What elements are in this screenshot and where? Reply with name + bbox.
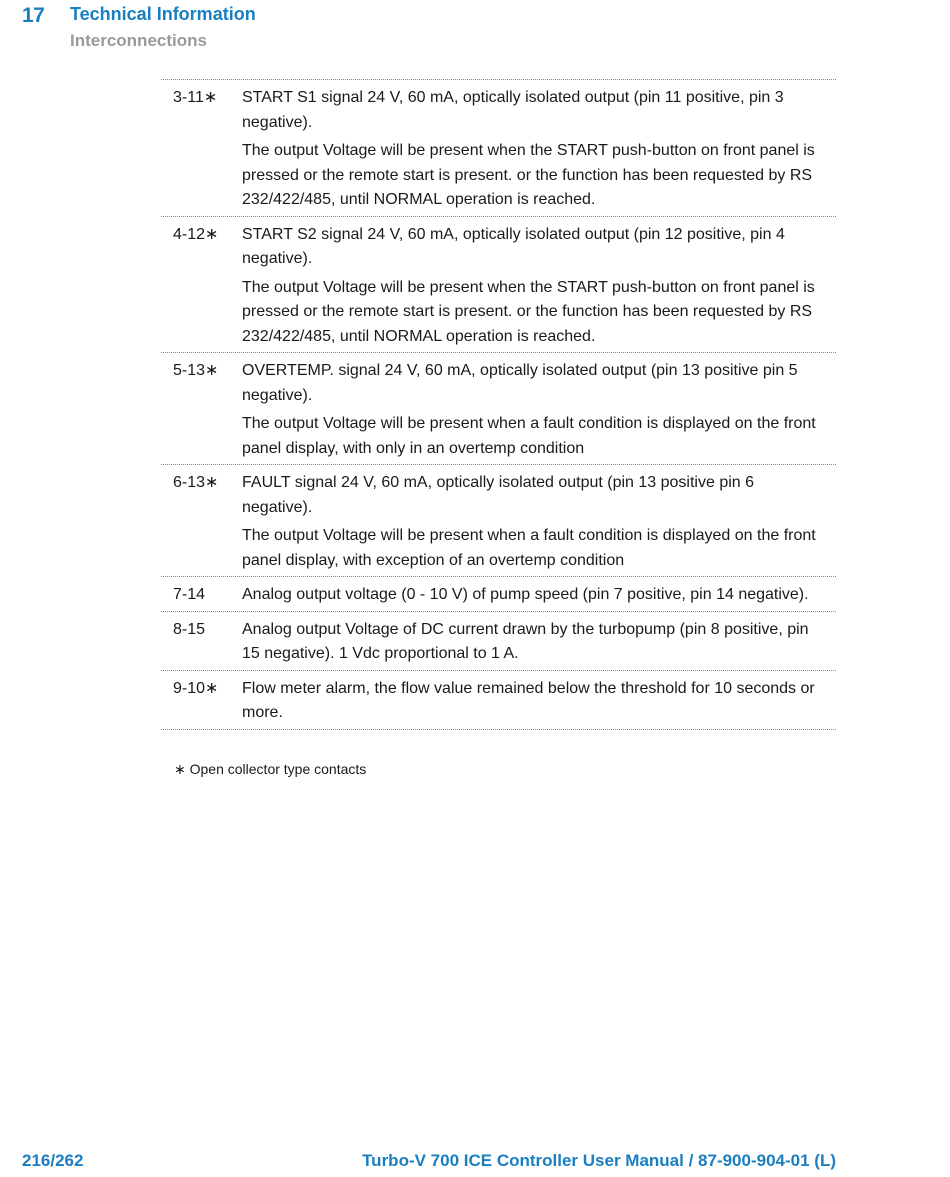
pin-description [242, 583, 836, 608]
table-row [161, 465, 836, 577]
table-row [161, 217, 836, 354]
description-paragraph: OVERTEMP. signal 24 V, 60 mA, optically isolated output (pin 13 positive pin 5 negative). [242, 362, 798, 404]
table-row [161, 612, 836, 671]
table-row [161, 577, 836, 612]
pin-description [242, 471, 836, 573]
pin-number: 6-13∗ [173, 474, 219, 491]
description-paragraph: Analog output voltage (0 - 10 V) of pump speed (pin 7 positive, pin 14 negative). [242, 586, 809, 603]
table-row [161, 671, 836, 730]
description-paragraph: START S2 signal 24 V, 60 mA, optically isolated output (pin 12 positive, pin 4 negative). [242, 225, 785, 267]
chapter-number: 17 [22, 4, 45, 27]
chapter-title: Technical Information [70, 4, 256, 24]
description-paragraph: FAULT signal 24 V, 60 mA, optically isolated output (pin 13 positive pin 6 negative). [242, 474, 755, 516]
description-paragraph: The output Voltage will be present when a fault condition is displayed on the front panel display, with exception of an overtemp condition [242, 527, 816, 569]
pin-assignment-table [161, 79, 836, 730]
pin-number: 9-10∗ [173, 679, 219, 697]
footnote: ∗ Open collector type contacts [174, 761, 367, 777]
description-paragraph: The output Voltage will be present when a fault condition is displayed on the front panel display, with only in an overtemp condition [242, 415, 816, 457]
pin-number: 7-14 [173, 586, 206, 603]
description-paragraph: The output Voltage will be present when the START push-button on front panel is pressed or the remote start is present. or the function has been requested by RS 232/422/485, until NORMAL operation is reached. [242, 278, 815, 345]
pin-description [242, 677, 836, 726]
pin-description [242, 86, 836, 213]
description-paragraph: START S1 signal 24 V, 60 mA, optically isolated output (pin 11 positive, pin 3 negative). [242, 89, 784, 131]
pin-description [242, 223, 836, 350]
pin-description [242, 618, 836, 667]
table-row [161, 353, 836, 465]
section-title: Interconnections [70, 31, 207, 50]
table-row [161, 80, 836, 217]
pin-number: 3-11∗ [173, 89, 218, 106]
description-paragraph: Analog output Voltage of DC current drawn by the turbopump (pin 8 positive, pin 15 negative). 1 Vdc proportional to 1 A. [242, 620, 809, 662]
pin-number: 5-13∗ [173, 362, 219, 379]
manual-title: Turbo-V 700 ICE Controller User Manual / 87-900-904-01 (L) [362, 1151, 836, 1170]
description-paragraph: The output Voltage will be present when the START push-button on front panel is pressed or the remote start is present. or the function has been requested by RS 232/422/485, until NORMAL operation is reached. [242, 142, 815, 208]
pin-description [242, 359, 836, 461]
pin-number: 4-12∗ [173, 225, 219, 243]
pin-number: 8-15 [173, 620, 206, 638]
description-paragraph: Flow meter alarm, the flow value remained below the threshold for 10 seconds or more. [242, 679, 815, 721]
page-number: 216/262 [22, 1151, 84, 1170]
